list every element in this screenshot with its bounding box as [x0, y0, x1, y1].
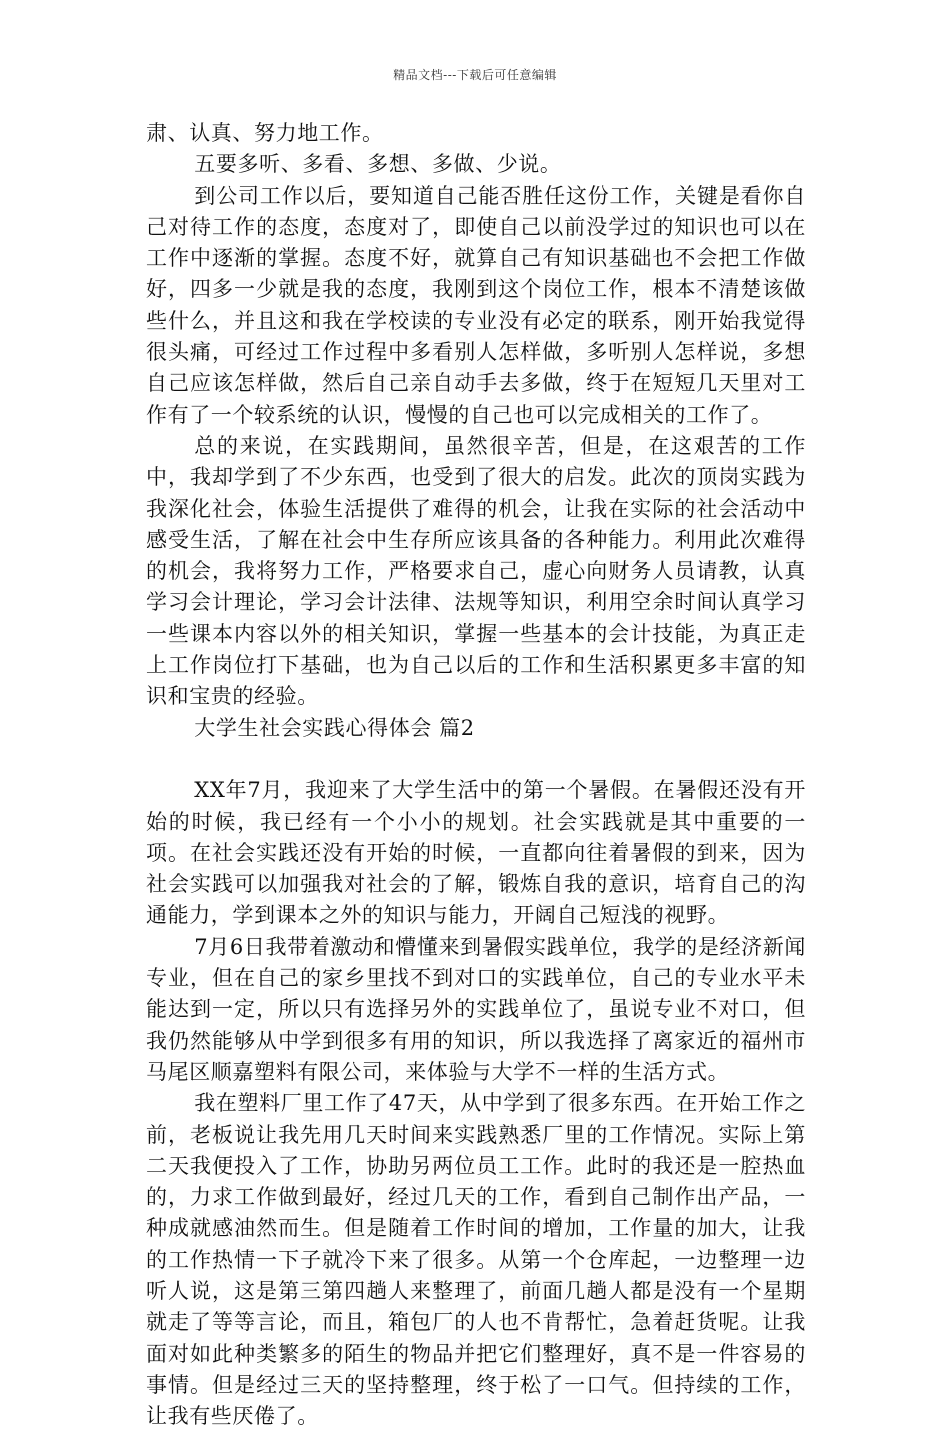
paragraph-internship-unit: 7月6日我带着激动和懵懂来到暑假实践单位，我学的是经济新闻专业，但在自己的家乡里找不到对口的实践单位，自己的专业水平未能达到一定，所以只有选择另外的实践单位了，虽说专业不对口，但我仍然能够从中学到很多有用的知识，所以我选择了离家近的福州市马尾区顺嘉塑料有限公司，来体验与大学不一样的生活方式。 — [146, 934, 806, 1084]
document-body — [146, 118, 806, 1432]
paragraph-five-musts: 五要多听、多看、多想、多做、少说。 — [194, 152, 562, 177]
paragraph-continuation: 肃、认真、努力地工作。 — [146, 121, 384, 145]
paragraph-summary: 总的来说，在实践期间，虽然很辛苦，但是，在这艰苦的工作中，我却学到了不少东西，也受到了很大的启发。此次的顶岗实践为我深化社会，体验生活提供了难得的机会，让我在实际的社会活动中感受生活，了解在社会中生存所应该具备的各种能力。利用此次难得的机会，我将努力工作，严格要求自己，虚心向财务人员请教，认真学习会计理论，学习会计法律、法规等知识，利用空余时间认真学习一些课本内容以外的相关知识，掌握一些基本的会计技能，为真正走上工作岗位打下基础，也为自己以后的工作和生活积累更多丰富的知识和宝贵的经验。 — [146, 433, 806, 709]
page-header: 精品文档---下载后可任意编辑 — [393, 68, 557, 82]
blank-line — [146, 744, 806, 775]
paragraph-attitude: 到公司工作以后，要知道自己能否胜任这份工作，关键是看你自己对待工作的态度，态度对了，即使自己以前没学过的知识也可以在工作中逐渐的掌握。态度不好，就算自己有知识基础也不会把工作做好，四多一少就是我的态度，我刚到这个岗位工作，根本不清楚该做些什么，并且这和我在学校读的专业没有必定的联系，刚开始我觉得很头痛，可经过工作过程中多看别人怎样做，多听别人怎样说，多想自己应该怎样做，然后自己亲自动手去多做，终于在短短几天里对工作有了一个较系统的认识，慢慢的自己也可以完成相关的工作了。 — [146, 183, 806, 427]
section-heading: 大学生社会实践心得体会 篇2 — [194, 715, 475, 740]
paragraph-factory-work: 我在塑料厂里工作了47天，从中学到了很多东西。在开始工作之前，老板说让我先用几天时间来实践熟悉厂里的工作情况。实际上第二天我便投入了工作，协助另两位员工工作。此时的我还是一腔热血的，力求工作做到最好，经过几天的工作，看到自己制作出产品，一种成就感油然而生。但是随着工作时间的增加，工作量的加大，让我的工作热情一下子就冷下来了很多。从第一个仓库起，一边整理一边听人说，这是第三第四趟人来整理了，前面几趟人都是没有一个星期就走了等等言论，而且，箱包厂的人也不肯帮忙，急着赶货呢。让我面对如此种类繁多的陌生的物品并把它们整理好，真不是一件容易的事情。但是经过三天的坚持整理，终于松了一口气。但持续的工作，让我有些厌倦了。 — [146, 1091, 806, 1429]
paragraph-summer-vacation: XX年7月，我迎来了大学生活中的第一个暑假。在暑假还没有开始的时候，我已经有一个小小的规划。社会实践就是其中重要的一项。在社会实践还没有开始的时候，一直都向往着暑假的到来，因为社会实践可以加强我对社会的了解，锻炼自我的意识，培育自己的沟通能力，学到课本之外的知识与能力，开阔自己短浅的视野。 — [146, 778, 806, 928]
